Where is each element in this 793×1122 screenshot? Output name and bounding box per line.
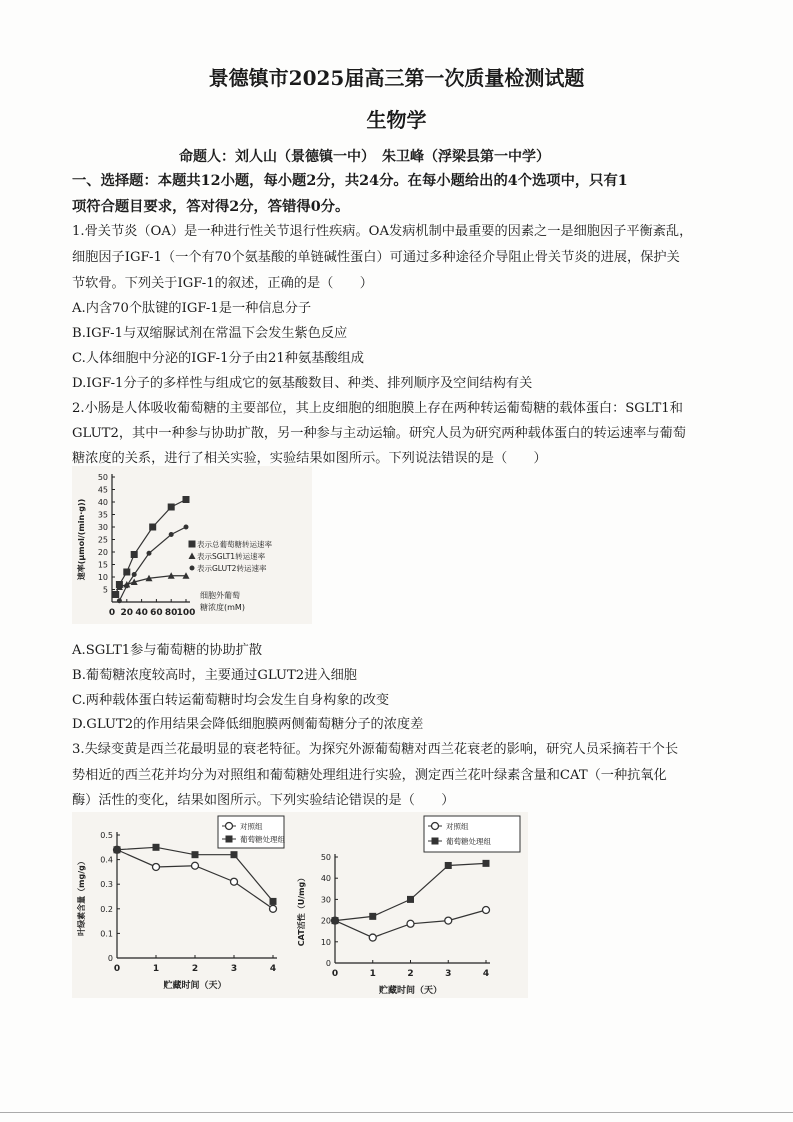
x-tick-label: 60: [150, 608, 163, 618]
data-point: [407, 896, 414, 903]
q3-stem: 酶）活性的变化，结果如图所示。下列实验结论错误的是（ ）: [72, 793, 455, 808]
data-point: [445, 917, 452, 924]
data-point: [153, 844, 160, 851]
data-point: [147, 551, 152, 556]
x-tick-label: 2: [191, 964, 199, 974]
y-tick-label: 20: [97, 548, 108, 557]
data-point: [270, 905, 277, 912]
legend-marker: [226, 836, 233, 843]
data-point: [131, 551, 138, 558]
legend-marker: [189, 553, 196, 560]
legend-marker: [432, 823, 439, 830]
legend-marker: [190, 566, 195, 571]
legend-label: 葡萄糖处理组: [446, 837, 491, 846]
y-tick-label: 10: [320, 937, 331, 947]
y-tick-label: 30: [320, 895, 331, 905]
x-tick-label: 0: [331, 969, 339, 979]
y-tick-label: 0.1: [100, 929, 113, 939]
x-tick-label: 4: [269, 964, 277, 974]
legend-label: 对照组: [240, 822, 263, 831]
data-point: [168, 504, 175, 511]
data-point: [132, 572, 137, 577]
chlorophyll-chart: [72, 812, 292, 998]
q2-option-b: B.葡萄糖浓度较高时，主要通过GLUT2进入细胞: [72, 668, 357, 683]
x-tick-label: 20: [120, 608, 134, 618]
x-tick-label: 0: [108, 608, 116, 618]
legend-label: 表示SGLT1转运速率: [197, 552, 266, 561]
y-tick-label: 5: [102, 585, 108, 595]
data-point: [149, 524, 156, 531]
data-point: [183, 496, 190, 503]
q2-stem: 2.小肠是人体吸收葡萄糖的主要部位，其上皮细胞的细胞膜上存在两种转运葡萄糖的载体蛋白：SGLT1和: [72, 401, 683, 416]
y-tick-label: 15: [97, 560, 108, 570]
data-point: [483, 907, 490, 914]
x-tick-label: 40: [135, 608, 148, 618]
y-tick-label: 0.4: [100, 855, 113, 865]
x-tick-label: 4: [482, 969, 490, 979]
q1-stem: 1.骨关节炎（OA）是一种进行性关节退行性疾病。OA发病机制中最重要的因素之一是细胞因子平衡紊乱，: [72, 224, 693, 239]
y-axis-label: 速率(μmol/(min·g)): [77, 498, 86, 581]
data-point: [169, 532, 174, 537]
data-point: [407, 920, 414, 927]
y-tick-label: 50: [320, 853, 331, 862]
q1-stem: 节软骨。下列关于IGF-1的叙述，正确的是（ ）: [72, 276, 373, 291]
y-tick-label: 40: [97, 498, 108, 507]
data-point: [192, 862, 199, 869]
data-point: [445, 862, 452, 869]
q1-option-d: D.IGF-1分子的多样性与组成它的氨基酸数目、种类、排列顺序及空间结构有关: [72, 376, 533, 391]
data-point: [124, 583, 129, 588]
data-point: [184, 525, 189, 530]
q1-option-b: B.IGF-1与双缩脲试剂在常温下会发生紫色反应: [72, 326, 348, 341]
data-point: [153, 863, 160, 870]
q2-option-a: A.SGLT1参与葡萄糖的协助扩散: [72, 643, 263, 658]
x-tick-label: 3: [445, 969, 452, 979]
q1-option-a: A.内含70个肽键的IGF-1是一种信息分子: [72, 301, 312, 316]
legend-marker: [189, 541, 196, 548]
series-line: [119, 527, 186, 601]
data-point: [231, 878, 238, 885]
legend-marker: [432, 838, 439, 845]
x-tick-label: 100: [176, 608, 196, 618]
series-line: [335, 863, 486, 920]
x-axis-label: 贮藏时间（天）: [378, 986, 443, 996]
y-axis-label: 叶绿素含量（mg/g）: [77, 857, 86, 936]
data-point: [369, 934, 376, 941]
y-tick-label: 0: [325, 959, 331, 968]
data-point: [117, 598, 122, 603]
q2-stem: 糖浓度的关系，进行了相关实验，实验结果如图所示。下列说法错误的是（ ）: [72, 451, 547, 466]
y-tick-label: 35: [97, 510, 108, 520]
data-point: [192, 851, 199, 858]
section-heading-cont: 项符合题目要求，答对得2分，答错得0分。: [72, 199, 350, 215]
y-tick-label: 0.5: [100, 831, 113, 840]
q3-stem: 势相近的西兰花并均分为对照组和葡萄糖处理组进行实验，测定西兰花叶绿素含量和CAT（一种抗氧化: [72, 768, 667, 783]
authors: 命题人：刘人山（景德镇一中） 朱卫峰（浮梁县第一中学）: [179, 149, 550, 165]
q1-stem: 细胞因子IGF-1（一个有70个氨基酸的单链碱性蛋白）可通过多种途径介导阻止骨关节炎的进展，保护关: [72, 250, 680, 265]
q2-stem: GLUT2，其中一种参与协助扩散，另一种参与主动运输。研究人员为研究两种载体蛋白的转运速率与葡萄: [72, 426, 686, 441]
data-point: [231, 851, 238, 858]
x-tick-label: 1: [152, 964, 160, 974]
q3-stem: 3.失绿变黄是西兰花最明显的衰老特征。为探究外源葡萄糖对西兰花衰老的影响，研究人员采摘若干个长: [72, 742, 679, 757]
section-heading: 一、选择题：本题共12小题，每小题2分，共24分。在每小题给出的4个选项中，只有1: [72, 173, 628, 189]
x-tick-label: 2: [407, 969, 414, 979]
x-tick-label: 80: [164, 608, 178, 618]
legend-box: [424, 816, 520, 852]
legend-label: 葡萄糖处理组: [240, 835, 285, 844]
y-tick-label: 0.2: [100, 904, 113, 914]
subject-title: 生物学: [366, 108, 427, 132]
legend-label: 表示总葡萄糖转运速率: [197, 540, 272, 549]
x-axis-label: 细胞外葡萄: [200, 591, 240, 600]
legend-marker: [226, 823, 233, 830]
y-axis-label: CAT活性（U/mg）: [297, 873, 306, 947]
y-tick-label: 30: [97, 523, 108, 532]
y-tick-label: 50: [97, 473, 108, 482]
y-tick-label: 20: [320, 916, 331, 926]
data-point: [114, 846, 121, 853]
data-point: [483, 860, 490, 867]
legend-label: 表示GLUT2转运速率: [197, 564, 267, 573]
glucose-transport-chart: [72, 466, 312, 624]
x-axis-label: 贮藏时间（天）: [163, 981, 227, 991]
data-point: [123, 569, 130, 576]
y-tick-label: 10: [97, 573, 108, 582]
data-point: [270, 898, 277, 905]
q2-option-c: C.两种载体蛋白转运葡萄糖时均会发生自身构象的改变: [72, 693, 390, 708]
data-point: [369, 913, 376, 920]
q1-option-c: C.人体细胞中分泌的IGF-1分子由21种氨基酸组成: [72, 351, 364, 366]
series-line: [117, 850, 273, 909]
x-tick-label: 1: [369, 969, 376, 979]
data-point: [332, 917, 339, 924]
y-tick-label: 45: [97, 485, 108, 495]
x-tick-label: 0: [113, 964, 121, 974]
y-tick-label: 0: [107, 954, 113, 963]
x-axis-label: 糖浓度(mM): [200, 603, 245, 612]
x-tick-label: 3: [230, 964, 238, 974]
y-tick-label: 25: [97, 535, 108, 545]
q2-option-d: D.GLUT2的作用结果会降低细胞膜两侧葡萄糖分子的浓度差: [72, 717, 424, 732]
y-tick-label: 0.3: [100, 880, 113, 890]
exam-title: 景德镇市2025届高三第一次质量检测试题: [208, 66, 585, 90]
data-point: [112, 591, 119, 598]
legend-label: 对照组: [446, 822, 469, 831]
page-bottom-line: [0, 1112, 793, 1113]
y-tick-label: 40: [320, 874, 331, 884]
cat-activity-chart: [292, 812, 528, 998]
